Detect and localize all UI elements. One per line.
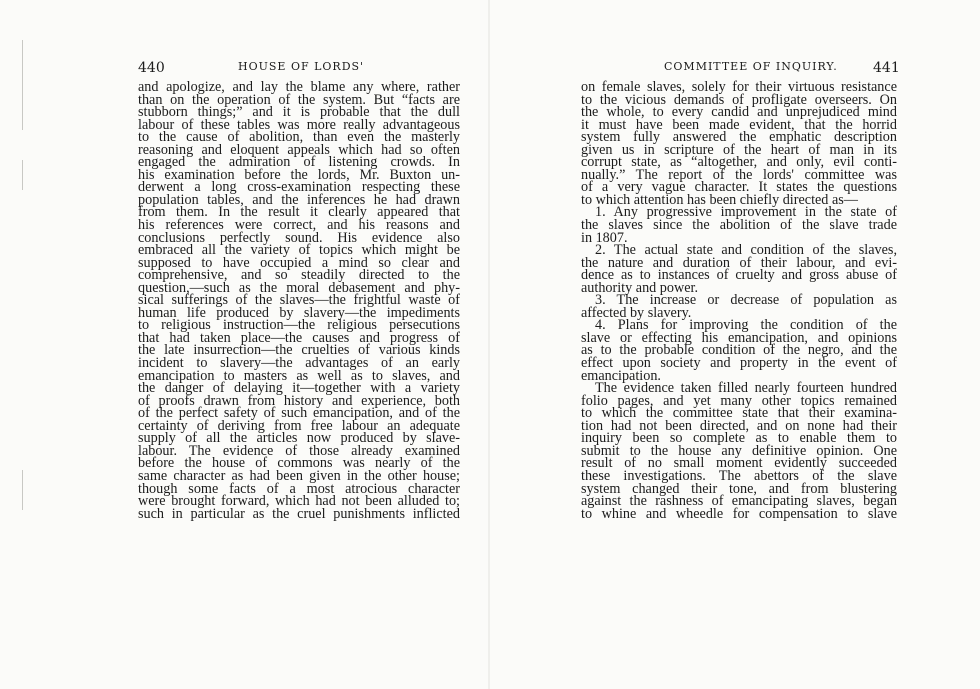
text-line: nually.” The report of the lords' committee was [581, 166, 897, 183]
text-line: same character as had been given in the other house; [138, 467, 460, 484]
text-line: emancipation to masters as well as to slaves, and [138, 367, 460, 384]
text-line: the slaves since the abolition of the slave trade [581, 217, 897, 234]
text-line: affected by slavery. [581, 304, 692, 321]
text-line: conclusions perfectly sound. His evidence also [138, 229, 460, 246]
text-line: that had taken place—the causes and progress of [138, 329, 460, 346]
text-line: 4. Plans for improving the condition of the [595, 317, 897, 334]
text-line: corrupt state, as “altogether, and only, evil conti- [581, 154, 897, 171]
text-line: the danger of delaying it—together with a variety [138, 380, 460, 397]
text-line: result of no small moment evidently succeeded [581, 455, 897, 472]
text-line: to the cause of abolition, than even the masterly [138, 129, 460, 146]
text-line: to which attention has been chiefly directed as— [581, 191, 858, 208]
text-line: of proofs drawn from history and experience, both [138, 392, 460, 409]
text-line: authority and power. [581, 279, 699, 296]
text-line: reasoning and eloquent appeals which had so often [138, 141, 460, 158]
text-line: question,—such as the moral debasement and phy- [138, 279, 460, 296]
text-line: effect upon society and property in the event of [581, 355, 897, 372]
text-line: embraced all the variety of topics which might be [138, 242, 460, 259]
text-line: before the house of commons was nearly of the [138, 455, 460, 472]
text-line: engaged the admiration of listening crowds. In [138, 154, 460, 171]
text-line: from them. In the result it clearly appeared that [138, 204, 460, 221]
text-line: of a very vague character. It states the questions [581, 179, 897, 196]
text-line: given us in scripture of the heart of man in its [581, 141, 897, 158]
text-line: slave or effecting his emancipation, and opinions [581, 329, 897, 346]
left-page [0, 0, 488, 689]
running-head: HOUSE OF LORDS' [238, 60, 365, 73]
text-line: than on the operation of the system. But “facts are [138, 91, 460, 108]
text-line: to which the committee state that their examina- [581, 405, 897, 422]
text-line: The evidence taken filled nearly fourteen hundred [595, 380, 897, 397]
body-text [581, 81, 897, 520]
text-line: such in particular as the cruel punishments inflicted [138, 505, 460, 522]
text-line: sical sufferings of the slaves—the frightful waste of [138, 292, 460, 309]
page-number: 441 [873, 60, 900, 76]
text-line: stubborn things;” and it is probable that the dull [138, 104, 460, 121]
text-line: comprehensive, and so steadily directed to the [138, 267, 460, 284]
right-page [490, 0, 980, 689]
text-line: emancipation. [581, 367, 661, 384]
text-line: it must have been made evident, that the horrid [581, 116, 897, 133]
text-line: supply of all the articles now produced by slave- [138, 430, 460, 447]
text-line: system changed their tone, and from blustering [581, 480, 897, 497]
text-line: human life produced by slavery—the impediments [138, 304, 460, 321]
text-line: 2. The actual state and condition of the slaves, [595, 242, 897, 259]
text-line: population tables, and the inferences he had drawn [138, 191, 460, 208]
text-line: submit to the house any definitive opinion. One [581, 442, 897, 459]
body-text [138, 81, 460, 520]
text-line: these investigations. The abettors of the slave [581, 467, 897, 484]
page-number: 440 [138, 60, 165, 76]
text-line: 3. The increase or decrease of population as [595, 292, 897, 309]
page-edge-mark [22, 470, 23, 510]
text-line: the nature and duration of their labour, and evi- [581, 254, 897, 271]
text-line: to religious instruction—the religious persecutions [138, 317, 460, 334]
text-line: in 1807. [581, 229, 628, 246]
text-line: the whole, to every candid and unprejudiced mind [581, 104, 897, 121]
text-line: against the rashness of emancipating slaves, began [581, 493, 897, 510]
text-line: to whine and wheedle for compensation to slave [581, 505, 897, 522]
text-line: and apologize, and lay the blame any where, rather [138, 79, 460, 95]
text-line: dence as to instances of cruelty and gross abuse of [581, 267, 897, 284]
running-head: COMMITTEE OF INQUIRY. [664, 60, 838, 73]
text-line: derwent a long cross-examination respecting these [138, 179, 460, 196]
text-line: the late insurrection—the cruelties of various kinds [138, 342, 460, 359]
text-line: incident to slavery—the advantages of an early [138, 355, 460, 372]
text-line: of the perfect safety of such emancipation, and of the [138, 405, 460, 422]
text-line: to the vicious demands of profligate overseers. On [581, 91, 897, 108]
text-line: certainty of deriving from free labour an adequate [138, 417, 460, 434]
page-edge-mark [22, 40, 23, 130]
text-line: 1. Any progressive improvement in the state of [595, 204, 897, 221]
text-line: were brought forward, which had not been alluded to; [138, 493, 460, 510]
text-line: folio pages, and yet many other topics remained [581, 392, 897, 409]
text-line: labour of these tables was more really advantageous [138, 116, 460, 133]
page-edge-mark [22, 160, 23, 190]
text-line: inquiry been so complete as to enable them to [581, 430, 897, 447]
text-line: tion had not been directed, and on none had their [581, 417, 897, 434]
text-line: his references were correct, and his reasons and [138, 217, 460, 234]
text-line: on female slaves, solely for their virtuous resistance [581, 79, 897, 95]
text-line: though some facts of a most atrocious character [138, 480, 460, 497]
text-line: as to the probable condition of the negro, and the [581, 342, 897, 359]
text-line: his examination before the lords, Mr. Buxton un- [138, 166, 460, 183]
text-line: labour. The evidence of those already examined [138, 442, 460, 459]
text-line: supposed to have occupied a mind so clear and [138, 254, 460, 271]
text-line: system fully answered the emphatic description [581, 129, 897, 146]
